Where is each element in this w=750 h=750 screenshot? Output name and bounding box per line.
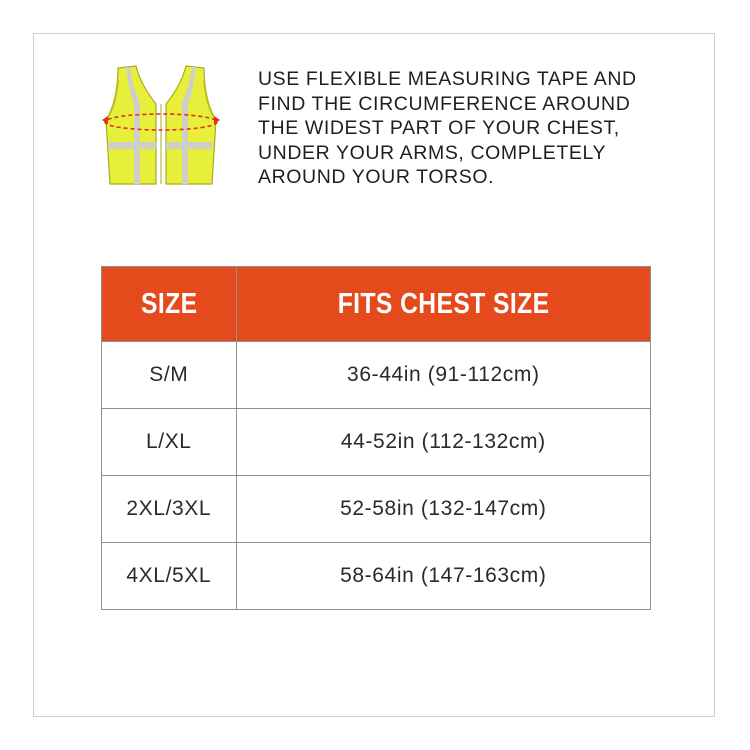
table-row: [102, 342, 651, 409]
instruction-line: FIND THE CIRCUMFERENCE AROUND: [258, 92, 631, 115]
instruction-line: AROUND YOUR TORSO.: [258, 166, 495, 188]
header-fits-chest-size: FITS CHEST SIZE: [236, 267, 650, 342]
chest-size-cell: 52-58in (132-147cm): [236, 476, 650, 543]
table-row: [102, 409, 651, 476]
table-row: [102, 476, 651, 543]
chest-size-cell: 36-44in (91-112cm): [236, 342, 650, 409]
chest-size-cell: 44-52in (112-132cm): [236, 409, 650, 476]
measuring-instructions: [258, 67, 678, 190]
size-cell: S/M: [102, 342, 237, 409]
table-header-row: [102, 267, 651, 342]
header-size: SIZE: [102, 267, 237, 342]
instruction-line: UNDER YOUR ARMS, COMPLETELY: [258, 141, 607, 164]
safety-vest-icon: [96, 60, 226, 190]
size-chart-table: [101, 266, 651, 610]
instruction-line: THE WIDEST PART OF YOUR CHEST,: [258, 117, 620, 139]
size-cell: 4XL/5XL: [102, 543, 237, 610]
table-row: [102, 543, 651, 610]
chest-size-cell: 58-64in (147-163cm): [236, 543, 650, 610]
instruction-line: USE FLEXIBLE MEASURING TAPE AND: [258, 68, 637, 90]
size-cell: 2XL/3XL: [102, 476, 237, 543]
size-cell: L/XL: [102, 409, 237, 476]
